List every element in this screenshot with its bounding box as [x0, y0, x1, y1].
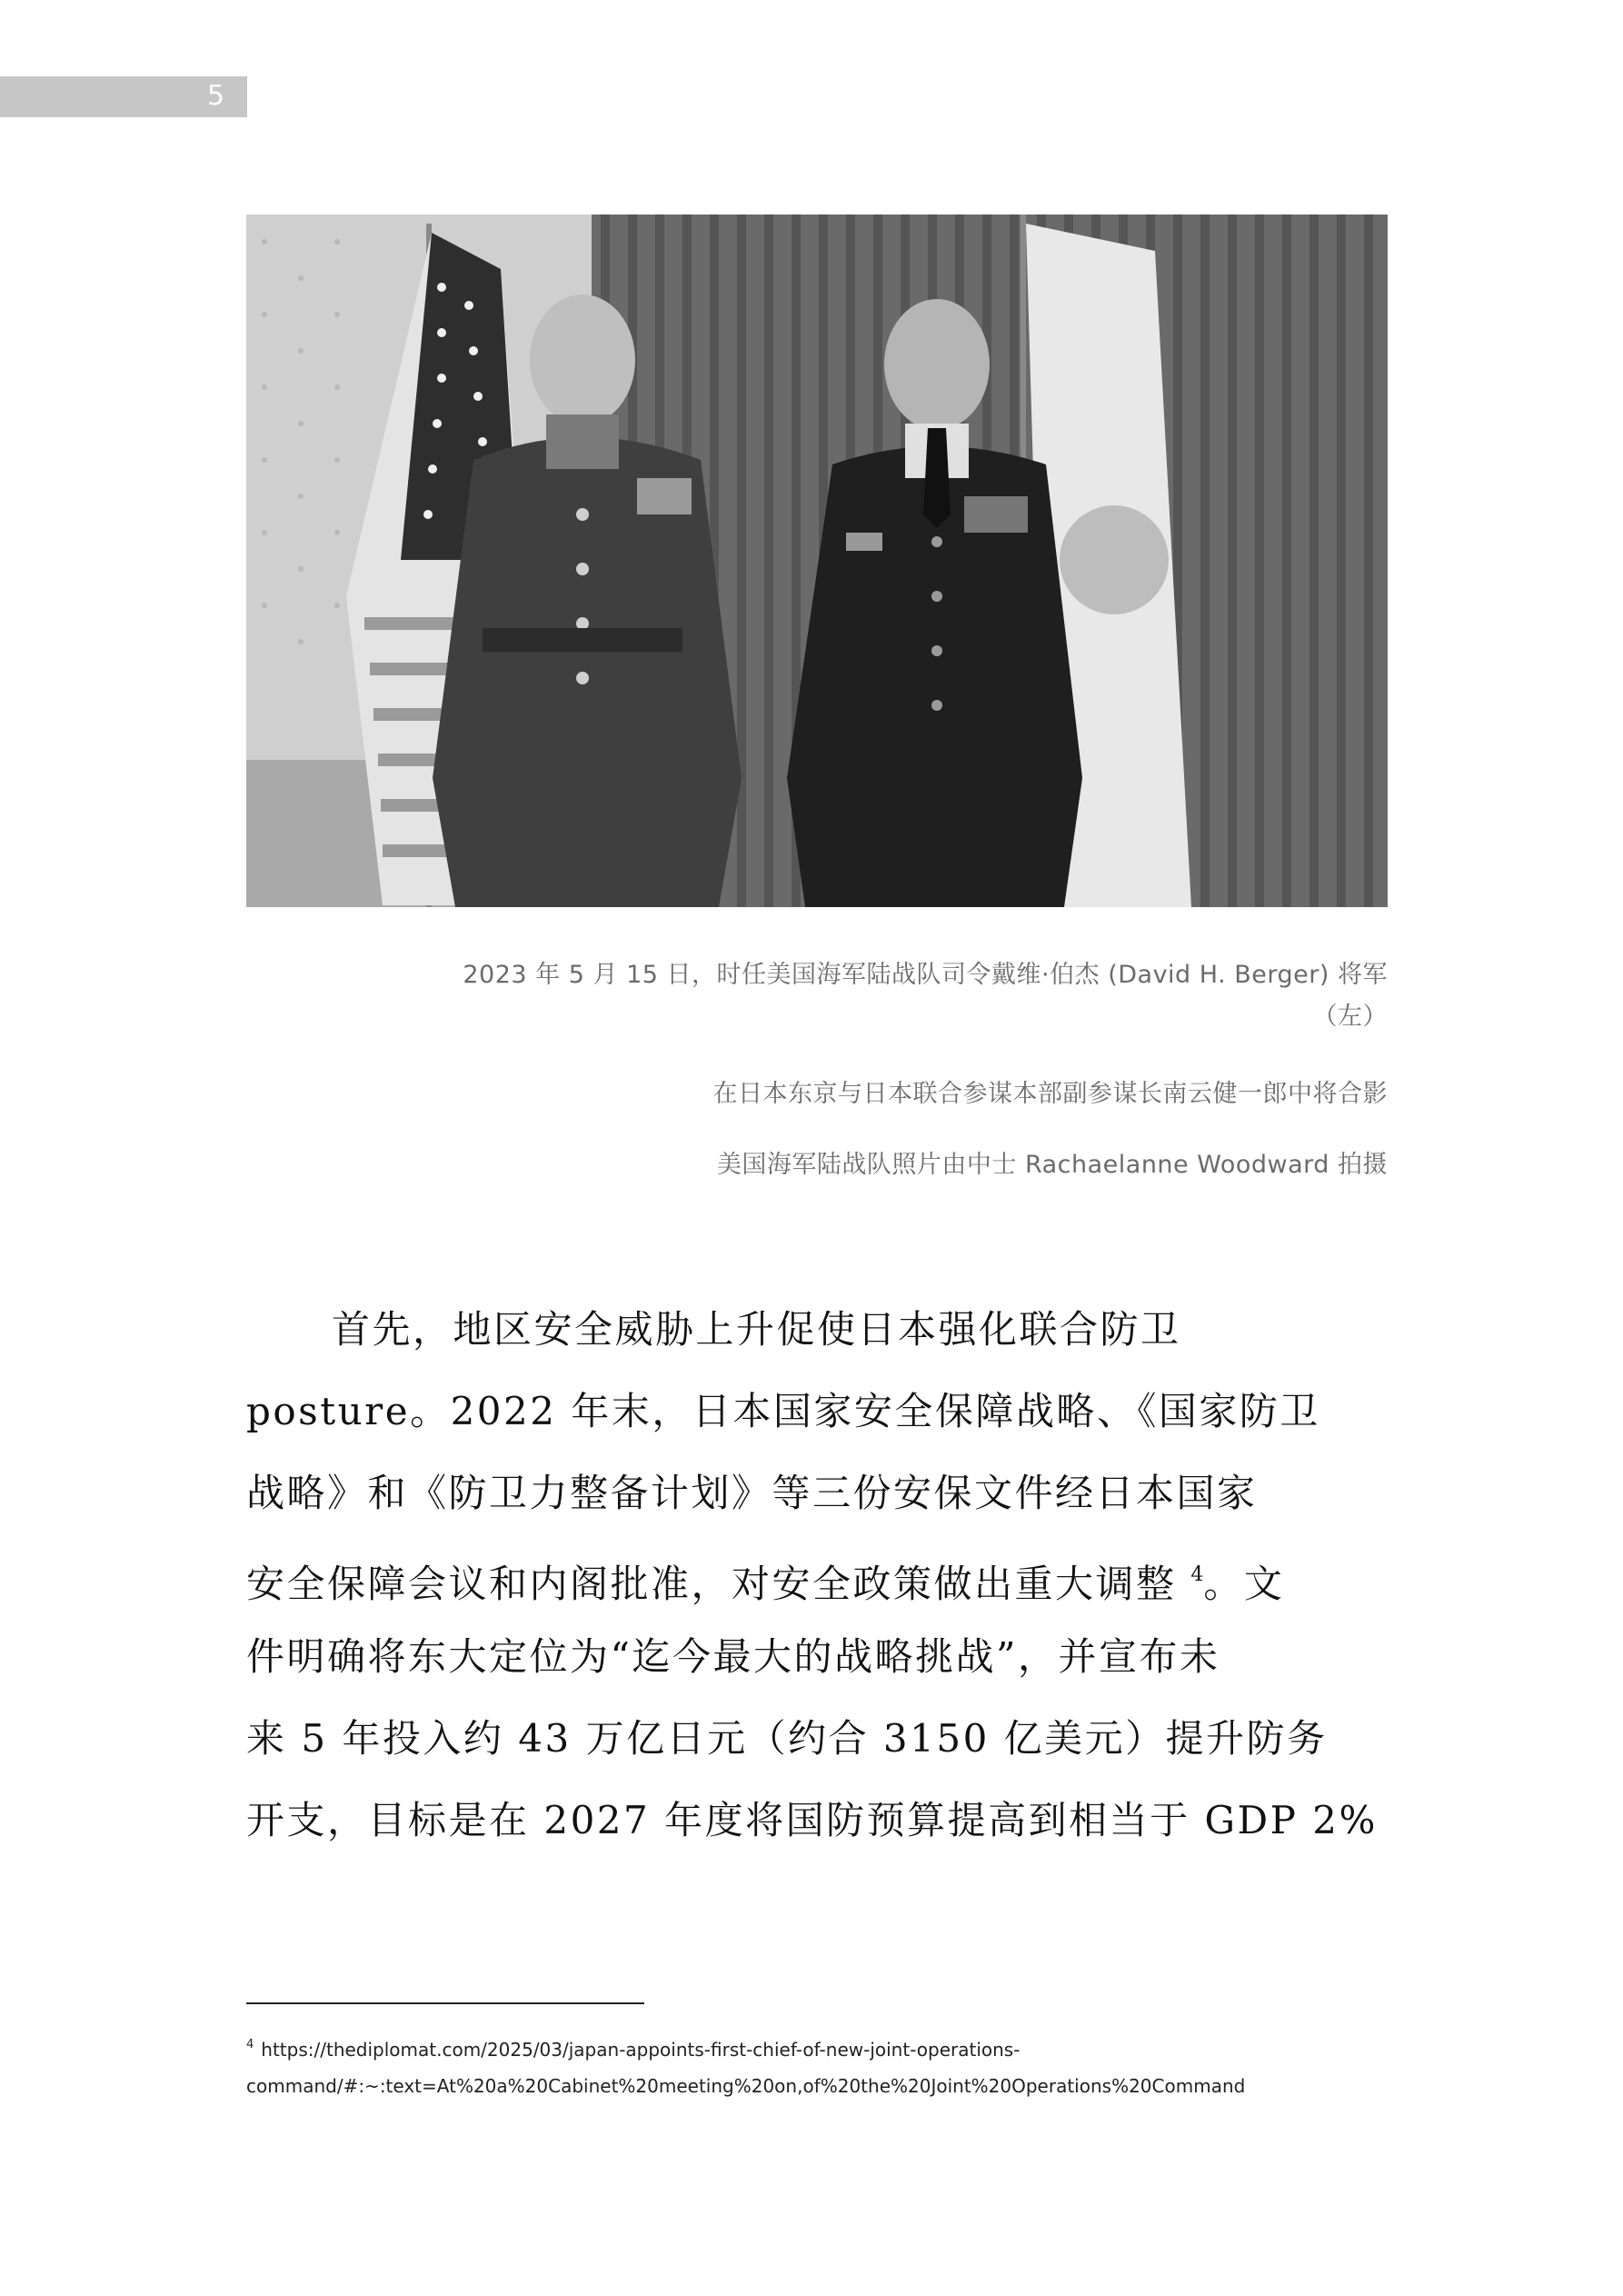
body-line-1: 首先，地区安全威胁上升促使日本强化联合防卫: [332, 1307, 1181, 1352]
footnote-reference[interactable]: 4: [1190, 1563, 1204, 1586]
body-line-4-tail: 。文: [1203, 1562, 1285, 1606]
body-line-7: 开支，目标是在 2027 年度将国防预算提高到相当于 GDP 2%: [246, 1798, 1378, 1842]
photo-caption-line3: 美国海军陆战队照片由中士 Rachaelanne Woodward 拍摄: [716, 1151, 1388, 1179]
body-line-4-text: 安全保障会议和内阁批准，对安全政策做出重大调整: [246, 1562, 1177, 1606]
footnote: [246, 2027, 1419, 2104]
footnote-mark: 4: [246, 2038, 254, 2051]
photo-caption-line2: 在日本东京与日本联合参谋本部副参谋长南云健一郎中将合影: [712, 1080, 1388, 1108]
body-line-6: 来 5 年投入约 43 万亿日元（约合 3150 亿美元）提升防务: [246, 1716, 1328, 1761]
photo-image: [246, 215, 1388, 907]
footnote-url-line2[interactable]: command/#:~:text=At%20a%20Cabinet%20meeting%20on,of%20the%20Joint%20Operations%20Command: [246, 2075, 1246, 2097]
footnote-divider: [246, 2002, 644, 2004]
body-line-5: 件明确将东大定位为“迄今最大的战略挑战”，并宣布未: [246, 1634, 1220, 1679]
caption-line1-text: 2023 年 5 月 15 日，时任美国海军陆战队司令戴维·伯杰 (David H. Berger) 将军: [463, 961, 1388, 989]
caption-line1-continuation: （左）: [1312, 1003, 1388, 1031]
body-paragraph: [246, 1289, 1400, 1862]
page-number: 5: [207, 80, 225, 112]
photo-caption-line1: [246, 954, 1388, 1038]
body-line-2: posture。2022 年末，日本国家安全保障战略、《国家防卫: [246, 1389, 1320, 1433]
body-line-3: 战略》和《防卫力整备计划》等三份安保文件经日本国家: [246, 1471, 1258, 1515]
footnote-url-line1[interactable]: https://thediplomat.com/2025/03/japan-appoints-first-chief-of-new-joint-operations-: [261, 2039, 1021, 2061]
body-line-4: [246, 1534, 1400, 1616]
